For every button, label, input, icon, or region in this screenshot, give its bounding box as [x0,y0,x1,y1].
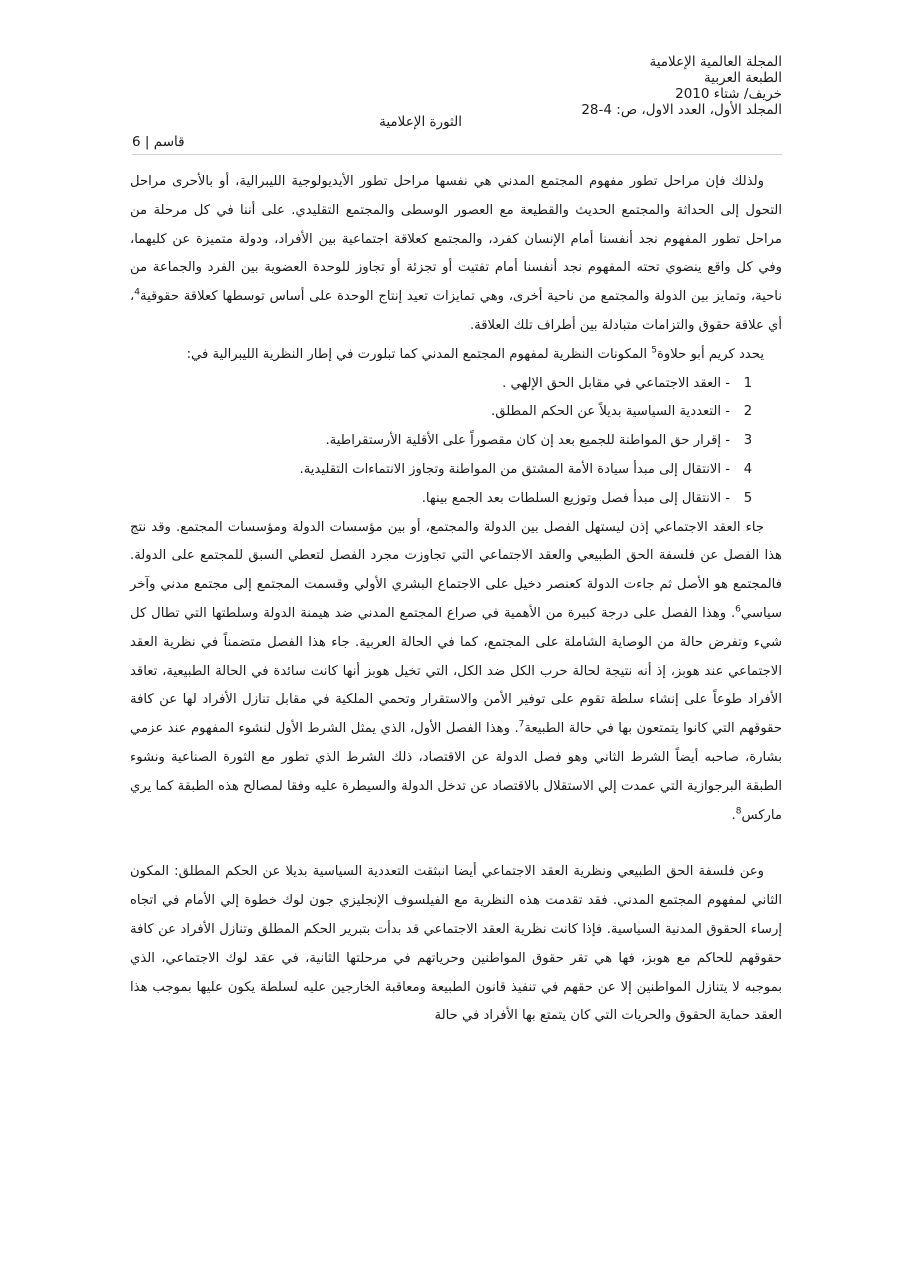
paragraph-3: جاء العقد الاجتماعي إذن ليستهل الفصل بين الدولة والمجتمع، أو بين مؤسسات الدولة ومؤسسات المجتمع. وقد نتج هذا الفصل عن فلسفة الحق الطبيعي والعقد الاجتماعي التي تجاوزت مجرد الفصل لتعطي السبق للمجتمع على الدولة. فالمجتمع هو الأصل ثم جاءت الدولة كعنصر دخيل على الاجتماع البشري الأولي وقسمت المجتمع إلى مجتمع مدني وآخر سياسي$^6$. وهذا الفصل على درجة كبيرة من الأهمية في صراع المجتمع المدني ضد هيمنة الدولة وسلطتها التي تطال كل شيء وتفرض حالة من الوصاية الشاملة على المجتمع، كما في الحالة العربية. جاء هذا الفصل متضمناً في نظرية العقد الاجتماعي عند هوبز، إذ أنه نتيجة لحالة حرب الكل ضد الكل، التي تخيل هوبز أنها كانت سائدة في الحالة الطبيعية، تعاقد الأفراد طوعاً على إنشاء سلطة تقوم على توفير الأمن والاستقرار وتحمي الملكية في مقابل تنازل الأفراد لها عن كافة حقوقهم التي كانوا يتمتعون بها في حالة الطبيعة$^7$. وهذا الفصل الأول، الذي يمثل الشرط الأول لنشوء المفهوم عند عزمي بشارة، صاحبه أيضاً الشرط الثاني وهو فصل الدولة عن الاقتصاد، ذلك الشرط الذي تطور مع الثورة الصناعية ونشوء الطبقة البرجوازية التي عمدت إلي الاستقلال بالاقتصاد عن تدخل الدولة والسيطرة عليه وفقا لمصالح هذه الطبقة كما يري ماركس$^8$. [130,519,782,823]
paragraph-1: ولذلك فإن مراحل تطور مفهوم المجتمع المدني هي نفسها مراحل تطور الأيديولوجية الليبرالية، أو بالأحرى مراحل التحول إلى الحداثة والمجتمع الحديث والقطيعة مع العصور الوسطى والمجتمع التقليدي. على أننا في كل مرحلة من مراحل تطور المفهوم نجد أنفسنا أمام الإنسان كفرد، والمجتمع كعلاقة اجتماعية بين الأفراد، ودولة متميزة عن كليهما، وفي كل واقع ينضوي تحته المفهوم نجد أنفسنا أمام تفتيت أو تجزئة أو تجاوز للوحدة العضوية بين الفرد والجماعة من ناحية، وتمايز بين الدولة والمجتمع من ناحية أخرى، وهي تمايزات تعيد إنتاج الوحدة على أساس توسطها كعلاقة حقوقية$^4$، أي علاقة حقوق والتزامات متبادلة بين أطراف تلك العلاقة. [130,174,782,333]
volume-label: المجلد الأول، العدد الاول، ص: 4-28 [581,102,782,118]
list-item: 1 - العقد الاجتماعي في مقابل الحق الإلهي . [502,375,753,391]
article-body [130,168,782,1031]
list-item: 4 - الانتقال إلى مبدأ سيادة الأمة المشتق من المواطنة وتجاوز الانتماءات التقليدية. [299,461,753,477]
article-title: الثورة الإعلامية [379,114,462,130]
footnote-ref: 5 [651,345,657,356]
footnote-ref: 6 [735,604,741,615]
paragraph-gap [130,830,782,858]
page-number: قاسم | 6 [132,134,185,150]
footnote-ref: 8 [735,806,742,817]
list-item: 5 - الانتقال إلى مبدأ فصل وتوزيع السلطات بعد الجمع بينها. [421,490,753,506]
season-label: خريف/ شتاء 2010 [675,86,782,102]
components-list [130,370,782,514]
list-item: 3 - إقرار حق المواطنة للجميع بعد إن كان مقصوراً على الأقلية الأرستقراطية. [325,433,753,449]
header-divider [132,154,782,155]
edition-label: الطبعة العربية [704,70,782,86]
list-item: 2 - التعددية السياسية بديلاً عن الحكم المطلق. [491,404,753,420]
paragraph-2: يحدد كريم أبو حلاوة$^5$ المكونات النظرية لمفهوم المجتمع المدني كما تبلورت في إطار النظرية الليبرالية في: [186,345,764,362]
footnote-ref: 4 [134,287,140,298]
paragraph-4: وعن فلسفة الحق الطبيعي ونظرية العقد الاجتماعي أيضا انبثقت التعددية السياسية بديلا عن الحكم المطلق: المكون الثاني لمفهوم المجتمع المدني. فقد تقدمت هذه النظرية مع الفيلسوف الإنجليزي جون لوك خطوة إلي الأمام في اتجاه إرساء الحقوق المدنية السياسية. فإذا كانت نظرية العقد الاجتماعي قد بدأت بتبرير الحكم المطلق وتنازل الأفراد عن كافة حقوقهم للحاكم مع هوبز، فها هي تقر حقوق المواطنين وحرياتهم في مرحلتها الثانية، في عقد لوك الاجتماعي، الذي بموجبه لا يتنازل المواطنين إلا عن حقهم في تنفيذ قانون الطبيعة ومعاقبة الخارجين عليه لسلطة يكون عليها بموجب هذا العقد حماية الحقوق والحريات التي كان يتمتع بها الأفراد في حالة [130,864,782,1024]
running-header [132,54,782,154]
journal-name: المجلة العالمية الإعلامية [649,54,782,70]
footnote-ref: 7 [518,719,525,730]
